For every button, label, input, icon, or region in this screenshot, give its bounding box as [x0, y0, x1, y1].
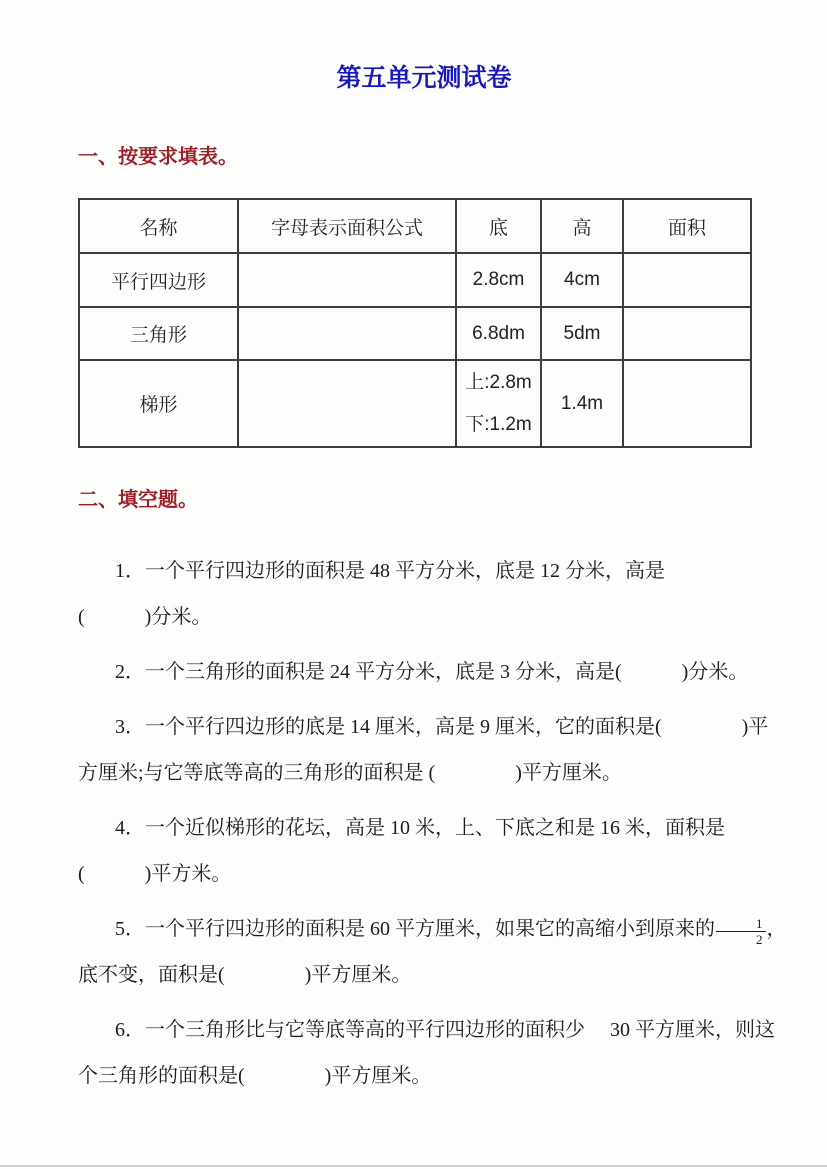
- trapezoid-top-base: 上:2.8m: [465, 371, 532, 393]
- area-formula-table: [78, 198, 752, 448]
- column-header-name: 名称: [79, 199, 238, 253]
- question-4-line-1: 4．一个近似梯形的花坛，高是 10 米，上、下底之和是 16 米，面积是: [115, 817, 725, 839]
- column-header-base: 底: [456, 199, 541, 253]
- question-5-line-1: [78, 906, 787, 952]
- area-cell-parallelogram: [623, 253, 751, 307]
- name-cell-trapezoid: 梯形: [79, 360, 238, 447]
- question-3: [78, 704, 770, 796]
- height-cell-parallelogram: 4cm: [541, 253, 623, 307]
- area-cell-trapezoid: [623, 360, 751, 447]
- base-cell-trapezoid: [456, 360, 541, 447]
- table-row-parallelogram: [79, 253, 751, 307]
- question-6-line-1: 6．一个三角形比与它等底等高的平行四边形的面积少 30 平方厘米，则这: [115, 1019, 775, 1041]
- formula-cell-triangle: [238, 307, 456, 360]
- question-1-line-2: ( )分米。: [78, 606, 212, 628]
- question-3-line-1: 3．一个平行四边形的底是 14 厘米，高是 9 厘米，它的面积是( )平: [115, 716, 769, 738]
- base-cell-parallelogram: 2.8cm: [456, 253, 541, 307]
- trapezoid-bottom-base: 下:1.2m: [465, 413, 532, 435]
- table-header-row: [79, 199, 751, 253]
- table-row-triangle: [79, 307, 751, 360]
- area-cell-triangle: [623, 307, 751, 360]
- question-6-line-2: 个三角形的面积是( )平方厘米。: [78, 1065, 432, 1087]
- question-1: [78, 548, 770, 640]
- questions-block: [78, 548, 787, 1099]
- question-5-text-before-fraction: 5．一个平行四边形的面积是 60 平方厘米，如果它的高缩小到原来的: [115, 918, 715, 940]
- question-5-text-after-fraction: ，: [766, 918, 787, 940]
- section-heading-fill-blanks: 二、填空题。: [78, 489, 198, 511]
- question-4-line-2: ( )平方米。: [78, 863, 232, 885]
- height-cell-triangle: 5dm: [541, 307, 623, 360]
- fraction-denominator: 2: [756, 932, 763, 947]
- table-row-trapezoid: [79, 360, 751, 447]
- formula-cell-trapezoid: [238, 360, 456, 447]
- question-6: [78, 1007, 775, 1099]
- fraction-one-half: [716, 917, 766, 947]
- formula-cell-parallelogram: [238, 253, 456, 307]
- question-1-line-1: 1．一个平行四边形的面积是 48 平方分米，底是 12 分米，高是: [115, 560, 665, 582]
- column-header-height: 高: [541, 199, 623, 253]
- column-header-area: 面积: [623, 199, 751, 253]
- column-header-formula: 字母表示面积公式: [238, 199, 456, 253]
- name-cell-triangle: 三角形: [79, 307, 238, 360]
- question-2-line-1: 2．一个三角形的面积是 24 平方分米，底是 3 分米，高是( )分米。: [115, 661, 749, 683]
- base-cell-triangle: 6.8dm: [456, 307, 541, 360]
- fraction-numerator: 1: [716, 917, 766, 932]
- section-heading-fill-table: 一、按要求填表。: [78, 146, 238, 168]
- question-5-line-2: 底不变，面积是( )平方厘米。: [78, 964, 412, 986]
- page-title: 第五单元测试卷: [336, 65, 512, 92]
- question-2: [78, 649, 770, 695]
- question-3-line-2: 方厘米;与它等底等高的三角形的面积是 ( )平方厘米。: [78, 762, 622, 784]
- name-cell-parallelogram: 平行四边形: [79, 253, 238, 307]
- page-bottom-edge: [0, 1165, 827, 1167]
- question-5: [78, 906, 787, 998]
- question-4: [78, 805, 770, 897]
- height-cell-trapezoid: 1.4m: [541, 360, 623, 447]
